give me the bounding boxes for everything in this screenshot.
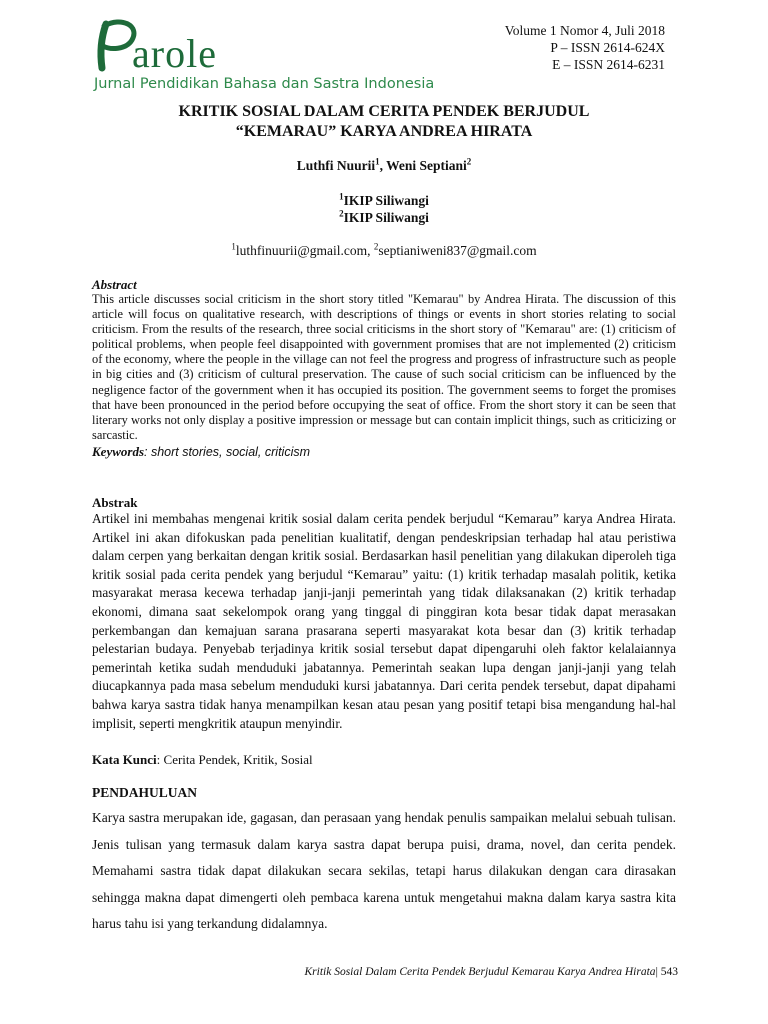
abstract-section [92,277,676,460]
affiliation-1-text: IKIP Siliwangi [343,193,429,208]
abstract-body: This article discusses social criticism in the short story titled "Kemarau" by Andrea Hirata. The discussion of this article will focus on qualitative research, with descriptions of things or events in short stories relating to social criticism. From the results of the research, three social criticisms in the short story of "Kemarau" are: (1) criticism of political problems, when people feel disappointed with government promises that are not implemented (2) criticism of the economy, where the people in the village can not feel the progress and progress of infrastructure such as people in big cities and (3) criticism of cultural preservation. The cause of such social criticism can be influenced by the negligence factor of the government when it has occupied its position. The government seems to forget the promises that have been pronounced in the period before occupying the seat of office. From the short story it can be seen that literary works not only display a positive impression or message but can contain implicit things, such as criticizing or sarcastic. [92,292,676,442]
abstrak-body: Artikel ini membahas mengenai kritik sosial dalam cerita pendek berjudul “Kemarau” karya Andrea Hirata. Artikel ini akan difokuskan pada penelitian kualitatif, dengan pendeskripsian terhadap hal atau peristiwa dalam cerpen yang berkaitan dengan kritik sosial. Berdasarkan hasil penelitian yang dilakukan diperoleh tiga kritik sosial pada cerita pendek yang berjudul “Kemarau” yaitu: (1) kritik terhadap masalah politik, ketika masyarakat merasa kecewa terhadap janji-janji pemerintah yang tidak dilaksanakan (2) kritik terhadap ekonomi, dimana saat sekelompok orang yang tinggal di pinggiran kota besar tidak dapat merasakan perkembangan dan kemajuan sarana prasarana seperti masyarakat kota besar dan (3) kritik terhadap pelestarian budaya. Penyebab terjadinya kritik sosial tersebut dapat dipengaruhi oleh faktor kelalaiannya pemerintah ketika sudah menduduki jabatannya. Pemerintah seakan lupa dengan janji-janji yang telah diucapkannya pada masa sebelum menduduki kursi jabatannya. Dari cerita pendek tersebut, dapat dipahami bahwa karya sastra tidak hanya menampilkan kesan atau pesan yang positif tetapi bisa mengandung hal-hal implisit, seperti mengkritik ataupun menyindir. [92,511,676,731]
journal-subtitle: Jurnal Pendidikan Bahasa dan Sastra Indonesia [94,76,435,92]
abstrak-section [92,495,676,733]
affiliations [90,192,678,226]
section-heading-pendahuluan: PENDAHULUAN [92,785,198,800]
affiliation-2-text: IKIP Siliwangi [343,210,429,225]
journal-logo [92,14,452,94]
page-number: 543 [660,966,678,978]
author-2: Weni Septiani [386,158,467,173]
email-2: septianiweni837@gmail.com [378,243,537,258]
author-2-sup: 2 [466,156,472,167]
abstract-heading: Abstract [92,277,137,292]
affiliation-1-sup: 1 [339,191,344,202]
article-title [90,102,678,142]
running-title: Kritik Sosial Dalam Cerita Pendek Berjudul Kemarau Karya Andrea Hirata [304,966,656,978]
article-title-line-1: KRITIK SOSIAL DALAM CERITA PENDEK BERJUDUL [178,103,590,120]
email-2-sup: 2 [373,241,379,252]
volume-info [505,22,665,73]
kata-kunci-label: Kata Kunci [92,752,157,767]
kata-kunci [92,752,313,768]
volume-number: Volume 1 Nomor 4, Juli 2018 [504,23,665,38]
affiliation-2-sup: 2 [339,208,344,219]
author-separator: , [379,158,387,173]
author-list [90,158,678,174]
keywords-label: Keywords [92,443,144,459]
author-1-sup: 1 [375,156,380,167]
article-title-line-2: “KEMARAU” KARYA ANDREA HIRATA [235,123,533,140]
kata-kunci-list: : Cerita Pendek, Kritik, Sosial [156,752,313,767]
e-issn: E – ISSN 2614-6231 [552,57,665,72]
footer-separator: | [655,966,661,978]
author-emails [90,243,678,259]
affiliation-1 [90,192,678,209]
page-footer [305,966,679,978]
keywords-list: : short stories, social, criticism [144,444,311,459]
email-1-sup: 1 [231,241,236,252]
abstrak-heading: Abstrak [92,495,138,510]
intro-paragraph: Karya sastra merupakan ide, gagasan, dan perasaan yang hendak penulis sampaikan melalui sebuah tulisan. Jenis tulisan yang termasuk dalam karya sastra dapat berupa puisi, drama, novel, dan cerita pendek. Memahami sastra tidak dapat dilakukan secara sekilas, tetapi harus dilakukan dengan cara dirasakan sehingga makna dapat dimengerti oleh pembaca karena untuk mengetahui makna dalam karya sastra kita harus tahu isi yang terkandung didalamnya. [92,810,676,931]
keywords [92,444,676,460]
journal-name: arole [132,31,217,76]
author-1: Luthfi Nuurii [296,158,376,173]
email-1: luthfinuurii@gmail.com, [235,243,374,258]
p-issn: P – ISSN 2614-624X [550,40,665,55]
affiliation-2 [90,209,678,226]
